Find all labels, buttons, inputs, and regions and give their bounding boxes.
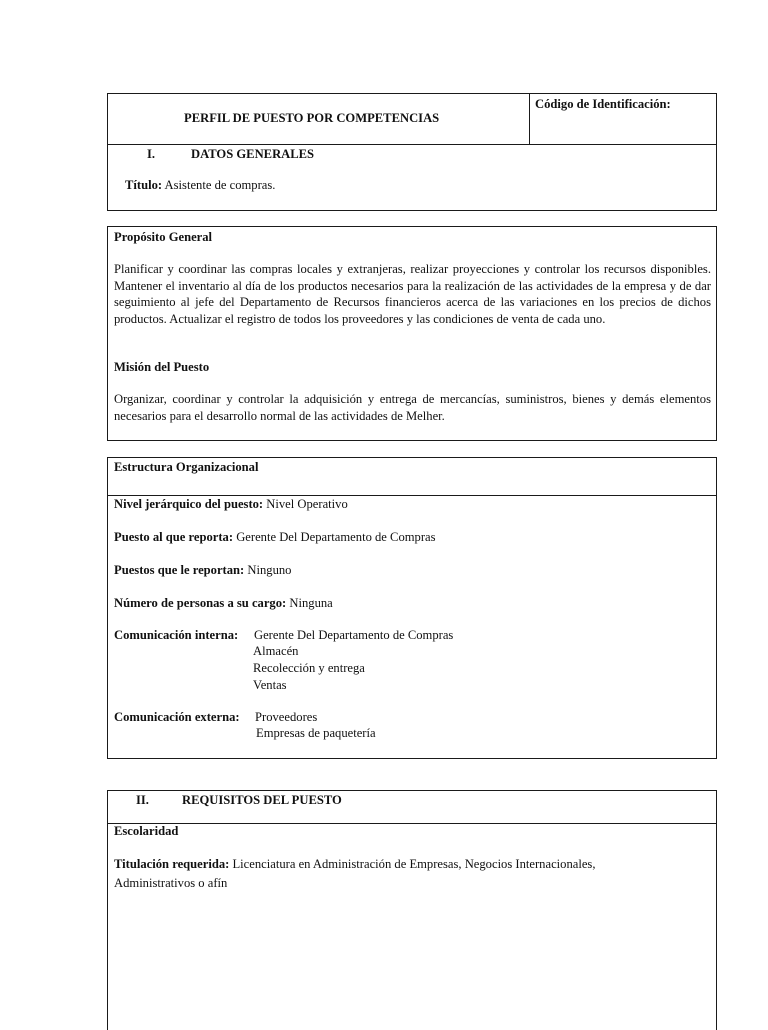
reporta-value: Gerente Del Departamento de Compras [233,530,436,544]
document-title: PERFIL DE PUESTO POR COMPETENCIAS [184,111,440,125]
externa-item: Proveedores [255,710,318,724]
titulacion-line [114,856,595,873]
titulo-label: Título: [125,178,163,192]
reportan-label: Puestos que le reportan: [114,563,245,577]
reportan-value: Ninguno [244,563,292,577]
proposito-text: Planificar y coordinar las compras locales y extranjeras, realizar proyecciones y controlar los recursos disponibles. Mantener el inventario al día de los productos necesarios para la realización de las actividades de la empresa y de dar seguimiento al jefe del Departamento de Recursos financieros acerca de las variaciones en los precios de dichos productos. Actualizar el registro de todos los proveedores y las condiciones de venta de cada uno. [114,262,711,326]
proposito-heading: Propósito General [114,230,213,244]
datos-generales-heading: DATOS GENERALES [191,147,315,161]
nivel-value: Nivel Operativo [263,497,348,511]
header-divider [529,94,530,145]
interna-item: Gerente Del Departamento de Compras [254,628,454,642]
mision-text: Organizar, coordinar y controlar la adquisición y entrega de mercancías, suministros, bienes y demás elementos necesarios para el desarrollo normal de las actividades de Melher. [114,392,711,423]
interna-label: Comunicación interna: [114,628,239,642]
requisitos-rule [108,823,716,824]
titulacion-value-continued: Administrativos o afín [114,876,228,890]
externa-item: Empresas de paquetería [256,726,376,740]
header-bottom-rule [108,144,716,145]
mision-heading: Misión del Puesto [114,360,210,374]
proposito-box [107,226,717,441]
titulacion-label: Titulación requerida: [114,857,230,871]
identification-code-label: Código de Identificación: [535,97,671,111]
interna-item: Recolección y entrega [253,661,365,675]
reporta-line [114,529,436,546]
titulo-line [125,177,275,194]
titulo-value: Asistente de compras. [162,178,276,192]
externa-label: Comunicación externa: [114,710,240,724]
section-number-1: I. [147,147,156,161]
titulacion-value: Licenciatura en Administración de Empresas, Negocios Internacionales, [229,857,596,871]
interna-item: Ventas [253,678,287,692]
section-number-2: II. [136,793,149,807]
reportan-line [114,562,291,579]
reporta-label: Puesto al que reporta: [114,530,234,544]
escolaridad-heading: Escolaridad [114,824,179,838]
nivel-label: Nivel jerárquico del puesto: [114,497,264,511]
header-box [107,93,717,211]
estructura-heading: Estructura Organizacional [114,460,259,474]
estructura-box [107,457,717,759]
personas-value: Ninguna [286,596,333,610]
personas-label: Número de personas a su cargo: [114,596,287,610]
personas-line [114,595,333,612]
requisitos-heading: REQUISITOS DEL PUESTO [182,793,342,807]
interna-item: Almacén [253,644,299,658]
nivel-line [114,496,348,513]
requisitos-box [107,790,717,1030]
